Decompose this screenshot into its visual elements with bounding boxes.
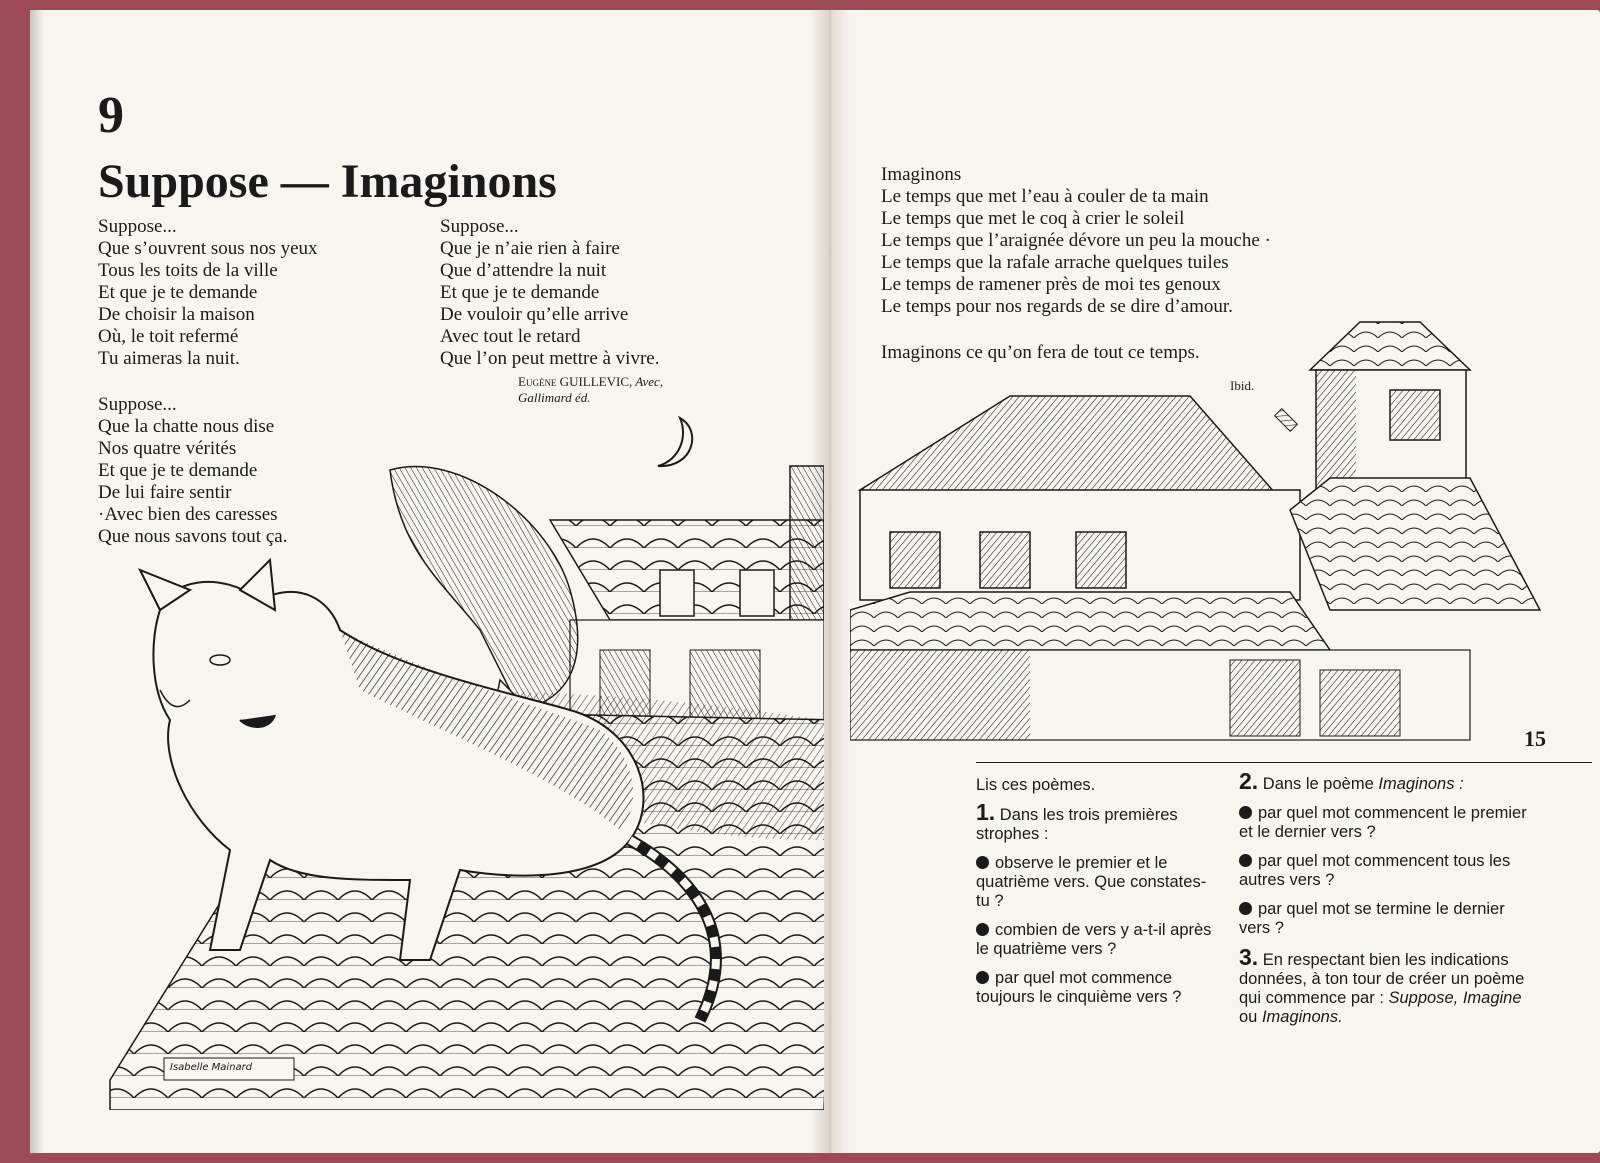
exercises-left-column bbox=[976, 776, 1216, 1017]
bullet-icon bbox=[976, 856, 989, 869]
verse-line: Le temps que met le coq à crier le soleil bbox=[881, 208, 1185, 229]
verse-line: Tous les toits de la ville bbox=[98, 260, 278, 281]
verse-line: Que nous savons tout ça. bbox=[98, 526, 288, 547]
verse-line: Le temps que met l’eau à couler de ta main bbox=[881, 186, 1209, 207]
exercise-prompt: En respectant bien les indications données, à ton tour de créer un poème qui commence par : bbox=[1239, 951, 1525, 1007]
verse-line: Le temps de ramener près de moi tes genoux bbox=[881, 274, 1221, 295]
imaginons-closing: Imaginons ce qu’on fera de tout ce temps. bbox=[881, 342, 1200, 363]
option-imagine: Imagine bbox=[1462, 989, 1522, 1007]
verse-line: De choisir la maison bbox=[98, 304, 255, 325]
verse-line: Avec tout le retard bbox=[440, 326, 581, 347]
book-spread bbox=[30, 10, 1600, 1153]
verse-line: Imaginons bbox=[881, 164, 962, 185]
exercise-poem-title: Imaginons : bbox=[1378, 775, 1464, 793]
rooftops-illustration bbox=[850, 310, 1550, 750]
exercise-number: 2. bbox=[1239, 768, 1259, 794]
verse-line: Que d’attendre la nuit bbox=[440, 260, 607, 281]
verse-line: Le temps que l’araignée dévore un peu la mouche · bbox=[881, 230, 1271, 251]
verse-line: Que s’ouvrent sous nos yeux bbox=[98, 238, 318, 259]
lesson-number: 9 bbox=[98, 87, 124, 144]
exercise-1 bbox=[976, 799, 1216, 844]
verse-line: ·Avec bien des caresses bbox=[98, 504, 278, 525]
suppose-stanza-3 bbox=[440, 216, 659, 370]
verse-line: Que la chatte nous dise bbox=[98, 416, 275, 437]
option-imaginons: Imaginons. bbox=[1261, 1008, 1343, 1026]
exercise-item: combien de vers y a-t-il après le quatrième vers ? bbox=[976, 921, 1212, 958]
exercise-2 bbox=[1239, 768, 1539, 794]
exercise-item: par quel mot commencent le premier et le dernier vers ? bbox=[1239, 804, 1527, 841]
bullet-icon bbox=[1239, 806, 1252, 819]
exercise-3 bbox=[1239, 944, 1539, 1027]
option-suppose: Suppose, bbox=[1388, 989, 1459, 1007]
suppose-stanza-1 bbox=[98, 216, 318, 370]
page-number: 15 bbox=[1524, 726, 1546, 751]
verse-line: Suppose... bbox=[98, 216, 177, 237]
exercise-item: par quel mot se termine le dernier vers ? bbox=[1239, 900, 1505, 937]
lesson-title: Suppose — Imaginons bbox=[98, 155, 557, 208]
verse-line: Le temps que la rafale arrache quelques tuiles bbox=[881, 252, 1229, 273]
verse-line: Tu aimeras la nuit. bbox=[98, 348, 240, 369]
exercise-item: par quel mot commence toujours le cinquième vers ? bbox=[976, 969, 1182, 1006]
bullet-icon bbox=[976, 923, 989, 936]
verse-line: Où, le toit refermé bbox=[98, 326, 239, 347]
cat-illustration bbox=[100, 460, 824, 1110]
exercise-prompt: Dans les trois premières strophes : bbox=[976, 806, 1178, 843]
exercise-number: 3. bbox=[1239, 944, 1259, 970]
verse-line: Que je n’aie rien à faire bbox=[440, 238, 620, 259]
exercise-number: 1. bbox=[976, 799, 996, 825]
left-page bbox=[44, 10, 810, 1153]
exercise-item: observe le premier et le quatrième vers. Que constates-tu ? bbox=[976, 854, 1207, 910]
verse-line: Suppose... bbox=[440, 216, 519, 237]
imaginons-poem bbox=[881, 164, 1271, 318]
exercise-prompt: Dans le poème bbox=[1262, 775, 1374, 793]
exercise-intro: Lis ces poèmes. bbox=[976, 776, 1096, 794]
page-edge bbox=[30, 10, 44, 1153]
illustrator-signature: Isabelle Mainard bbox=[170, 1062, 253, 1073]
verse-line: Et que je te demande bbox=[440, 282, 600, 303]
verse-line: De vouloir qu’elle arrive bbox=[440, 304, 629, 325]
right-page bbox=[850, 10, 1600, 1153]
credit-publisher: Gallimard éd. bbox=[518, 390, 591, 405]
verse-line: Et que je te demande bbox=[98, 460, 258, 481]
imaginons-credit: Ibid. bbox=[1230, 378, 1255, 393]
credit-book: Avec, bbox=[635, 374, 664, 389]
exercise-item: par quel mot commencent tous les autres vers ? bbox=[1239, 852, 1511, 889]
bullet-icon bbox=[976, 971, 989, 984]
poem-credit bbox=[518, 374, 663, 406]
bullet-icon bbox=[1239, 902, 1252, 915]
verse-line: Nos quatre vérités bbox=[98, 438, 237, 459]
verse-line: Et que je te demande bbox=[98, 282, 258, 303]
verse-line: De lui faire sentir bbox=[98, 482, 232, 503]
option-separator: ou bbox=[1239, 1008, 1258, 1026]
section-divider bbox=[976, 762, 1592, 763]
credit-author: Eugène GUILLEVIC, bbox=[518, 374, 633, 389]
bullet-icon bbox=[1239, 854, 1252, 867]
verse-line: Que l’on peut mettre à vivre. bbox=[440, 348, 660, 369]
verse-line: Suppose... bbox=[98, 394, 177, 415]
exercises-right-column bbox=[1239, 768, 1539, 1037]
verse-line: Le temps pour nos regards de se dire d’amour. bbox=[881, 296, 1233, 317]
